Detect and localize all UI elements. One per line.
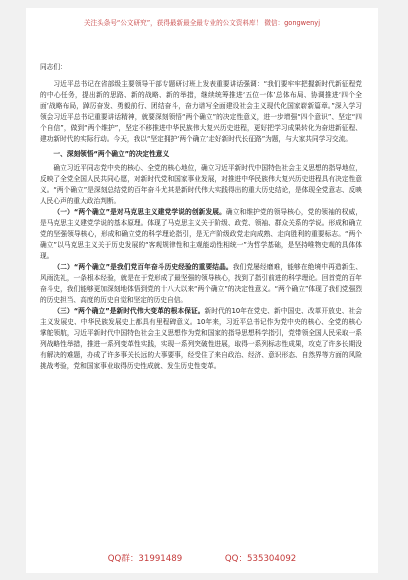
point-paragraph-3 [40,306,362,372]
point-body: 我们党屡经磨难，能够在绝境中再造新生、风雨洗礼，一条根本经验，就是在于党形成了最坚强的领导核心，找到了指引前进的科学理论。回首党的百年奋斗史，我们能够更加深刻地体悟到党的十八大以来“两个确立”的决定性意义。“两个确立”体现了我们党强烈的历史担当、高度的历史自觉和坚定的历史自信。 [40,263,363,304]
point-body: 新时代的10年在党史、新中国史、改革开放史、社会主义发展史、中华民族发展史上都具有里程碑意义。10年来，习近平总书记作为党中央的核心、全党的核心掌舵领航，习近平新时代中国特色社会主义思想作为党和国家的指导思想科学指引，党带领全国人民采取一系列战略性举措，推进一系列变革性实践，实现一系列突破性进展，取得一系列标志性成果，攻克了许多长期没有解决的难题，办成了许多事关长远的大事要事，经受住了来自政治、经济、意识形态、自然界等方面的风险挑战考验，党和国家事业取得历史性成就、发生历史性变革。 [40,307,362,370]
point-paragraph-2 [40,262,362,306]
point-lead: （一）“两个确立”是对马克思主义建党学说的创新发展。 [53,208,226,216]
point-lead: （二）“两个确立”是我们党百年奋斗历史经验的重要结晶。 [53,263,233,271]
point-lead: （三）“两个确立”是新时代伟大变革的根本保证。 [53,307,205,315]
qq-contact-text: QQ：535304092 [224,554,297,564]
qq-group-text: QQ群：31991489 [107,554,183,564]
point-body: 确立和维护党的领导核心，党的领袖的权威，是马克思主义建党学说的基本原理。体现了马克思主义关于阶级、政党、领袖、群众关系的学说。形成和确立党的坚强领导核心，形成和确立党的科学理论指引，是无产阶级政党走向成熟、走向胜利的重要标志。“两个确立”以马克思主义关于历史发展的“客观规律性和主观能动性相统一”为哲学基础，是坚持唯物史观的具体体现。 [40,208,363,260]
document-page [26,8,378,573]
section-intro-paragraph: 确立习近平同志党中央的核心、全党的核心地位，确立习近平新时代中国特色社会主义思想的指导地位，反映了全党全国人民共同心愿，对新时代党和国家事业发展，对推进中华民族伟大复兴历史进程具有决定性意义。“两个确立”是深刻总结党的百年奋斗尤其是新时代伟大实践得出的重大历史结论，是体现全党意志、反映人民心声的重大政治判断。 [40,164,362,205]
salutation: 同志们： [40,63,67,71]
document-body [40,62,362,372]
promo-banner: 关注头条号“公文研究”，获得最新最全最专业的公文资料库！ 微信：gongwenyj [83,19,321,27]
section-heading: 一、深刻领悟“两个确立”的决定性意义 [53,150,170,158]
contact-footer [26,552,378,566]
intro-paragraph: 习近平总书记在省部级主要领导干部专题研讨班上发表重要讲话强调：“我们要牢牢把握新时代新征程党的中心任务，提出新的思路、新的战略、新的举措，继续统筹推进‘五位一体’总体布局、协调推进‘四个全面’战略布局，踔厉奋发、勇毅前行、团结奋斗，奋力谱写全面建设社会主义现代化国家崭新篇章。”深入学习领会习近平总书记重要讲话精神，就要深刻领悟“两个确立”的决定性意义，进一步增强“四个意识”、坚定“四个自信”，做到“两个维护”，坚定不移推进中华民族伟大复兴历史进程，更好把学习成果转化为奋进新征程、建功新时代的实际行动。今天，我以“坚定拥护‘两个确立’走好新时代长征路”为题，与大家共同学习交流。 [40,80,362,143]
point-paragraph-1 [40,207,362,262]
